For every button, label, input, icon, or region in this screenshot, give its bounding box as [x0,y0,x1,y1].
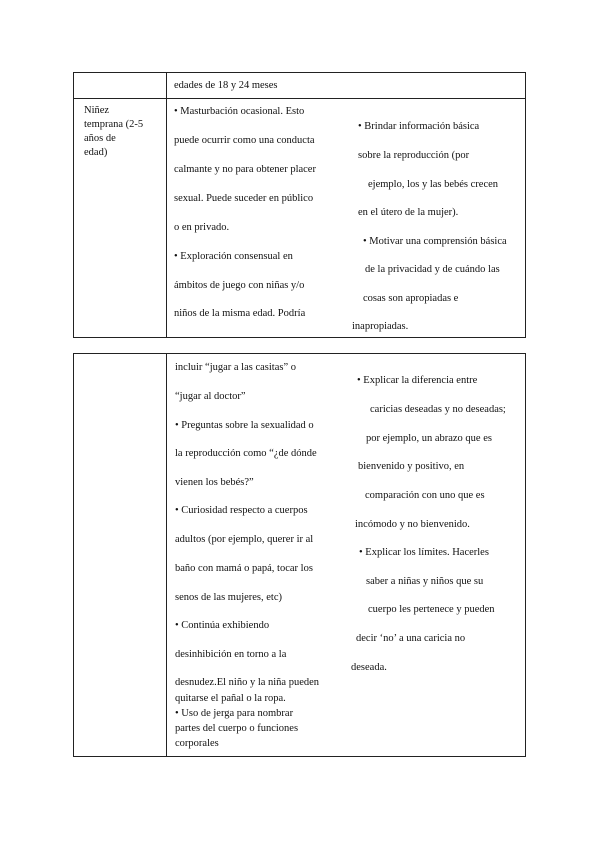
t2-c3-line: incómodo y no bienvenido. [355,519,470,530]
t1-c3-line: en el útero de la mujer). [358,207,459,218]
t2-c2-line: incluir “jugar a las casitas” o [175,362,296,373]
t1-r1-c2: edades de 18 y 24 meses [174,80,278,91]
t2-c3-line: • Explicar la diferencia entre [357,375,478,386]
table-1-row-divider [74,98,525,99]
t2-c2-line: • Preguntas sobre la sexualidad o [175,420,314,431]
t2-c2-line: la reproducción como “¿de dónde [175,448,317,459]
t1-c2-line: calmante y no para obtener placer [174,164,316,175]
t1-c3-line: • Motivar una comprensión básica [363,236,507,247]
t2-c3-line: decir ‘no’ a una caricia no [356,633,466,644]
t2-c2-line: desnudez.El niño y la niña pueden [175,677,320,688]
t1-c2-line: niños de la misma edad. Podría [174,308,306,319]
t2-c2-line: • Curiosidad respecto a cuerpos [175,505,308,516]
t2-c2-line: senos de las mujeres, etc) [175,592,283,603]
t1-c2-line: ámbitos de juego con niñas y/o [174,280,305,291]
t1-c3-line: cosas son apropiadas e [363,293,459,304]
table-2-column-divider [166,354,167,756]
t2-c3-line: deseada. [351,662,387,673]
t1-c2-line: o en privado. [174,222,230,233]
t1-c2-line: puede ocurrir como una conducta [174,135,315,146]
t2-c2-line: corporales [175,738,219,749]
t1-c3-line: ejemplo, los y las bebés crecen [368,179,499,190]
t1-age-label-2: temprana (2-5 [84,119,144,130]
t1-c2-line: sexual. Puede suceder en público [174,193,314,204]
t2-c3-line: • Explicar los límites. Hacerles [359,547,489,558]
t2-c2-line: baño con mamá o papá, tocar los [175,563,313,574]
t2-c3-line: cuerpo les pertenece y pueden [368,604,495,615]
t2-c2-line: • Continúa exhibiendo [175,620,270,631]
t1-c3-line: sobre la reproducción (por [358,150,470,161]
t1-c3-line: inapropiadas. [352,321,409,332]
t2-c3-line: caricias deseadas y no deseadas; [370,404,506,415]
t2-c2-line: • Uso de jerga para nombrar [175,708,294,719]
t2-c2-line: “jugar al doctor” [175,391,246,402]
t2-c2-line: quitarse el pañal o la ropa. [175,693,286,704]
t2-c3-line: bienvenido y positivo, en [358,461,465,472]
t1-c2-line: • Masturbación ocasional. Esto [174,106,305,117]
t2-c3-line: por ejemplo, un abrazo que es [366,433,492,444]
t2-c2-line: adultos (por ejemplo, querer ir al [175,534,314,545]
t1-c2-line: • Exploración consensual en [174,251,293,262]
t1-age-label-1: Niñez [84,105,110,116]
t2-c2-line: vienen los bebés?” [175,477,254,488]
t2-c2-line: partes del cuerpo o funciones [175,723,299,734]
table-1-column-divider [166,73,167,337]
t2-c3-line: saber a niñas y niños que su [366,576,484,587]
t2-c2-line: desinhibición en torno a la [175,649,287,660]
t1-c3-line: • Brindar información básica [358,121,480,132]
t1-c3-line: de la privacidad y de cuándo las [365,264,500,275]
t2-c3-line: comparación con uno que es [365,490,485,501]
t1-age-label-3: años de [84,133,116,144]
t1-age-label-4: edad) [84,147,108,158]
